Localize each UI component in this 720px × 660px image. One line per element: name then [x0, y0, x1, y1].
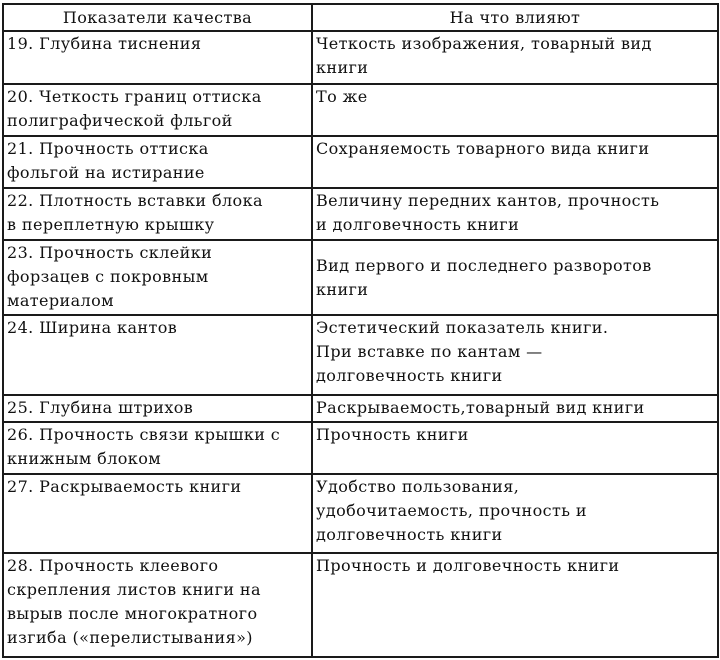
effect-text: Удобство пользования, удобочитаемость, прочность и долговечность книги — [316, 476, 587, 544]
indicator-cell — [3, 136, 312, 188]
table-row — [3, 31, 718, 84]
header-effects: На что влияют — [312, 4, 718, 31]
indicator-text: 23. Прочность склейки форзацев с покровным материалом — [7, 243, 213, 311]
indicator-text: 27. Раскрываемость книги — [7, 476, 242, 496]
indicator-text: 22. Плотность вставки блока в переплетную крышку — [7, 191, 263, 235]
quality-table — [2, 3, 719, 658]
effect-text: Эстетический показатель книги. При вставке по кантам — долговечность книги — [316, 318, 609, 386]
indicator-cell — [3, 31, 312, 84]
table-row — [3, 422, 718, 474]
table-row — [3, 188, 718, 240]
indicator-cell — [3, 474, 312, 553]
indicator-cell — [3, 395, 312, 422]
effect-text: Четкость изображения, товарный вид книги — [316, 34, 652, 77]
table-row — [3, 315, 718, 394]
effect-cell — [312, 188, 718, 240]
effect-text: Раскрываемость,товарный вид книги — [316, 397, 645, 417]
table-row — [3, 136, 718, 188]
indicator-text: 21. Прочность оттиска фольгой на истирание — [7, 139, 209, 183]
table-row — [3, 553, 718, 657]
table-header-row — [3, 4, 718, 31]
indicator-text: 25. Глубина штрихов — [7, 397, 194, 417]
effect-cell — [312, 31, 718, 84]
table-row — [3, 240, 718, 315]
effect-text: Прочность и долговечность книги — [316, 555, 620, 575]
indicator-cell — [3, 188, 312, 240]
indicator-text: 26. Прочность связи крышки с книжным блоком — [7, 424, 281, 468]
indicator-cell — [3, 553, 312, 657]
indicator-cell — [3, 84, 312, 136]
effect-cell — [312, 84, 718, 136]
effect-text: Прочность книги — [316, 424, 469, 444]
effect-cell — [312, 395, 718, 422]
indicator-cell — [3, 422, 312, 474]
indicator-text: 20. Четкость границ оттиска полиграфической фльгой — [7, 87, 262, 131]
effect-text: Вид первого и последнего разворотов книги — [316, 255, 652, 299]
effect-cell — [312, 422, 718, 474]
table-row — [3, 474, 718, 553]
effect-cell — [312, 136, 718, 188]
effect-text: То же — [316, 87, 368, 107]
indicator-text: 28. Прочность клеевого скрепления листов книги на вырыв после многократного изгиба («перелистывания») — [7, 555, 261, 647]
effect-cell — [312, 240, 718, 315]
header-indicators: Показатели качества — [3, 4, 312, 31]
effect-cell — [312, 315, 718, 394]
effect-text: Величину передних кантов, прочность и долговечность книги — [316, 191, 660, 235]
indicator-text: 19. Глубина тиснения — [7, 34, 202, 53]
effect-text: Сохраняемость товарного вида книги — [316, 139, 650, 159]
effect-cell — [312, 474, 718, 553]
effect-cell — [312, 553, 718, 657]
indicator-cell — [3, 315, 312, 394]
indicator-text: 24. Ширина кантов — [7, 318, 178, 338]
table-row — [3, 395, 718, 422]
table-row — [3, 84, 718, 136]
indicator-cell — [3, 240, 312, 315]
